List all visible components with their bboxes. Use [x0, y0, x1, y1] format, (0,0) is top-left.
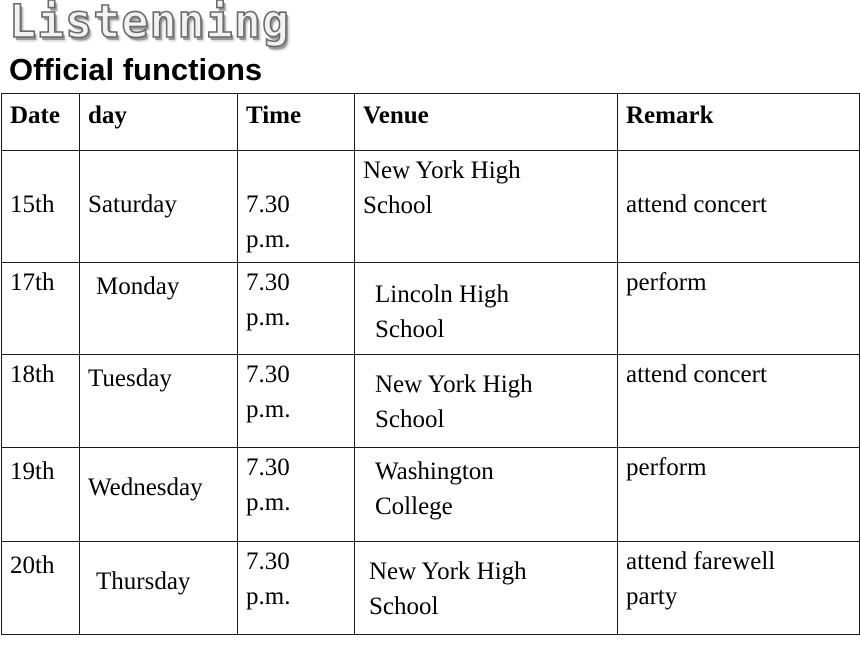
table-header-row — [2, 94, 860, 151]
table-row — [2, 542, 860, 635]
cell-remark: perform — [618, 263, 860, 355]
cell-date: 18th — [2, 355, 80, 448]
cell-date: 17th — [2, 263, 80, 355]
cell-venue: New York High School — [355, 151, 618, 263]
cell-remark: attend concert — [618, 355, 860, 448]
cell-date: 20th — [2, 542, 80, 635]
cell-venue: New York High School — [355, 355, 618, 448]
cell-venue: Lincoln High School — [355, 263, 618, 355]
cell-venue: Washington College — [355, 448, 618, 542]
cell-day: Tuesday — [80, 355, 238, 448]
cell-remark: attend concert — [618, 151, 860, 263]
cell-remark: attend farewell party — [618, 542, 860, 635]
table-row — [2, 151, 860, 263]
cell-time: 7.30 p.m. — [238, 151, 355, 263]
cell-day: Thursday — [80, 542, 238, 635]
cell-day: Monday — [80, 263, 238, 355]
cell-time: 7.30 p.m. — [238, 542, 355, 635]
section-heading: Official functions — [9, 52, 263, 87]
cell-time: 7.30 p.m. — [238, 355, 355, 448]
column-header-time: Time — [238, 94, 355, 151]
cell-venue: New York High School — [355, 542, 618, 635]
column-header-date: Date — [2, 94, 80, 151]
functions-table — [1, 93, 860, 635]
cell-day: Wednesday — [80, 448, 238, 542]
cell-date: 19th — [2, 448, 80, 542]
table-row — [2, 263, 860, 355]
table-row — [2, 355, 860, 448]
column-header-remark: Remark — [618, 94, 860, 151]
cell-remark: perform — [618, 448, 860, 542]
column-header-venue: Venue — [355, 94, 618, 151]
cell-date: 15th — [2, 151, 80, 263]
cell-day: Saturday — [80, 151, 238, 263]
column-header-day: day — [80, 94, 238, 151]
cell-time: 7.30 p.m. — [238, 263, 355, 355]
table-row — [2, 448, 860, 542]
cell-time: 7.30 p.m. — [238, 448, 355, 542]
page-title: Listenning — [9, 0, 290, 48]
